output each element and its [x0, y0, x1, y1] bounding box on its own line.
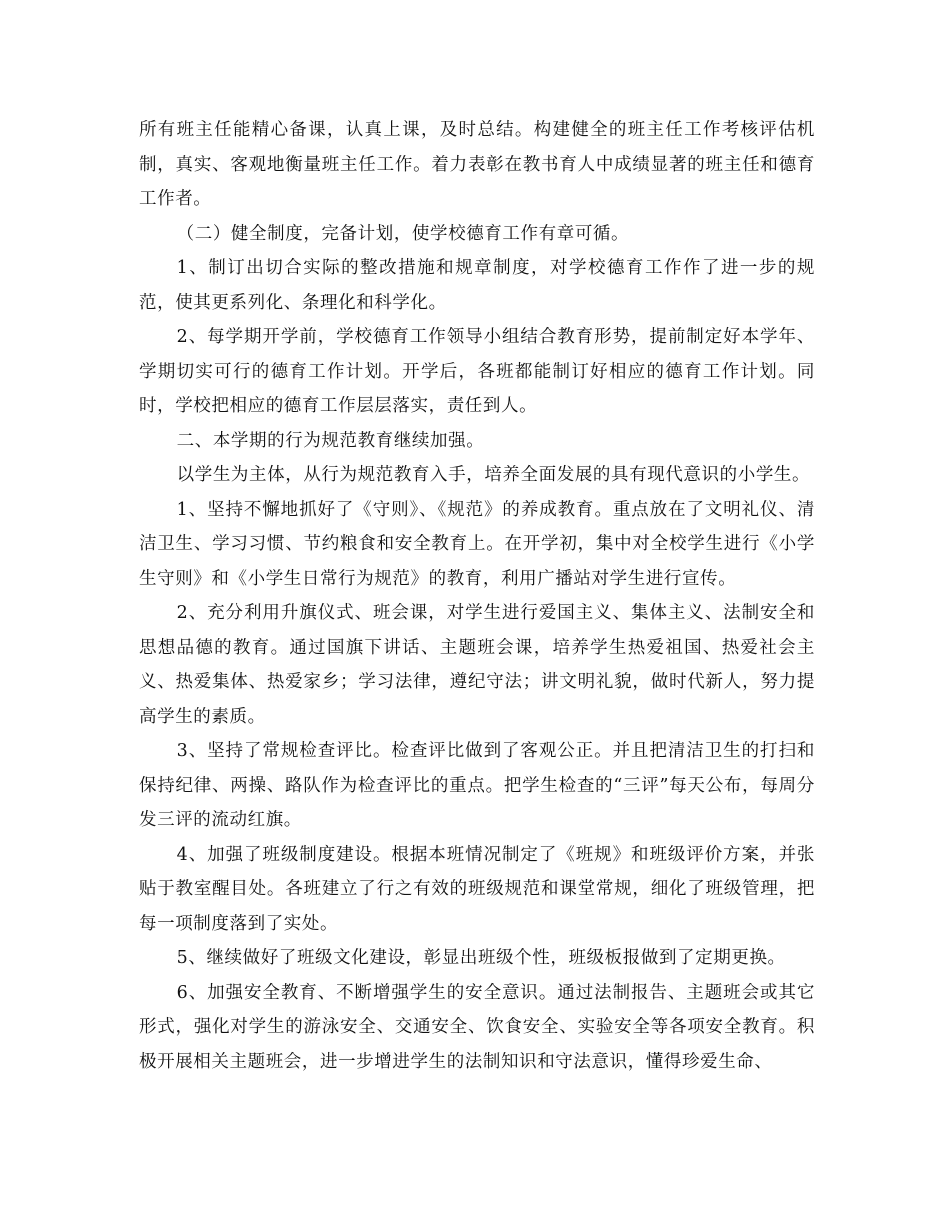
- paragraph-section-heading: （二）健全制度，完备计划，使学校德育工作有章可循。: [176, 223, 630, 244]
- paragraph: 2、每学期开学前，学校德育工作领导小组结合教育形势，提前制定好本学年、学期切实可行的德育工作计划。开学后，各班都能制订好相应的德育工作计划。同时，学校把相应的德育工作层层落实，责任到人。: [139, 327, 815, 416]
- paragraph: 6、加强安全教育、不断增强学生的安全意识。通过法制报告、主题班会或其它形式，强化对学生的游泳安全、交通安全、饮食安全、实验安全等各项安全教育。积极开展相关主题班会，进一步增进学生的法制知识和守法意识，懂得珍爱生命、: [139, 982, 815, 1072]
- paragraph-continuation: 所有班主任能精心备课，认真上课，及时总结。构建健全的班主任工作考核评估机制，真实、客观地衡量班主任工作。着力表彰在教书育人中成绩显著的班主任和德育工作者。: [139, 120, 815, 209]
- paragraph: 3、坚持了常规检查评比。检查评比做到了客观公正。并且把清洁卫生的打扫和保持纪律、两操、路队作为检查评比的重点。把学生检查的“三评”每天公布，每周分发三评的流动红旗。: [139, 741, 815, 830]
- paragraph: 4、加强了班级制度建设。根据本班情况制定了《班规》和班级评价方案，并张贴于教室醒目处。各班建立了行之有效的班级规范和课堂常规，细化了班级管理，把每一项制度落到了实处。: [139, 844, 815, 934]
- paragraph: 1、坚持不懈地抓好了《守则》、《规范》的养成教育。重点放在了文明礼仪、清洁卫生、学习习惯、节约粮食和安全教育上。在开学初，集中对全校学生进行《小学生守则》和《小学生日常行为规范》的教育，利用广播站对学生进行宣传。: [139, 499, 815, 589]
- paragraph: 以学生为主体，从行为规范教育入手，培养全面发展的具有现代意识的小学生。: [176, 465, 811, 485]
- paragraph: 5、继续做好了班级文化建设，彰显出班级个性，班级板报做到了定期更换。: [176, 948, 786, 968]
- paragraph-section-heading: 二、本学期的行为规范教育继续加强。: [176, 430, 485, 451]
- paragraph: 1、制订出切合实际的整改措施和规章制度，对学校德育工作作了进一步的规范，使其更系列化、条理化和科学化。: [139, 258, 815, 313]
- document-body: [139, 113, 815, 1079]
- paragraph: 2、充分利用升旗仪式、班会课，对学生进行爱国主义、集体主义、法制安全和思想品德的教育。通过国旗下讲话、主题班会课，培养学生热爱祖国、热爱社会主义、热爱集体、热爱家乡；学习法律，遵纪守法；讲文明礼貌，做时代新人，努力提高学生的素质。: [139, 603, 815, 727]
